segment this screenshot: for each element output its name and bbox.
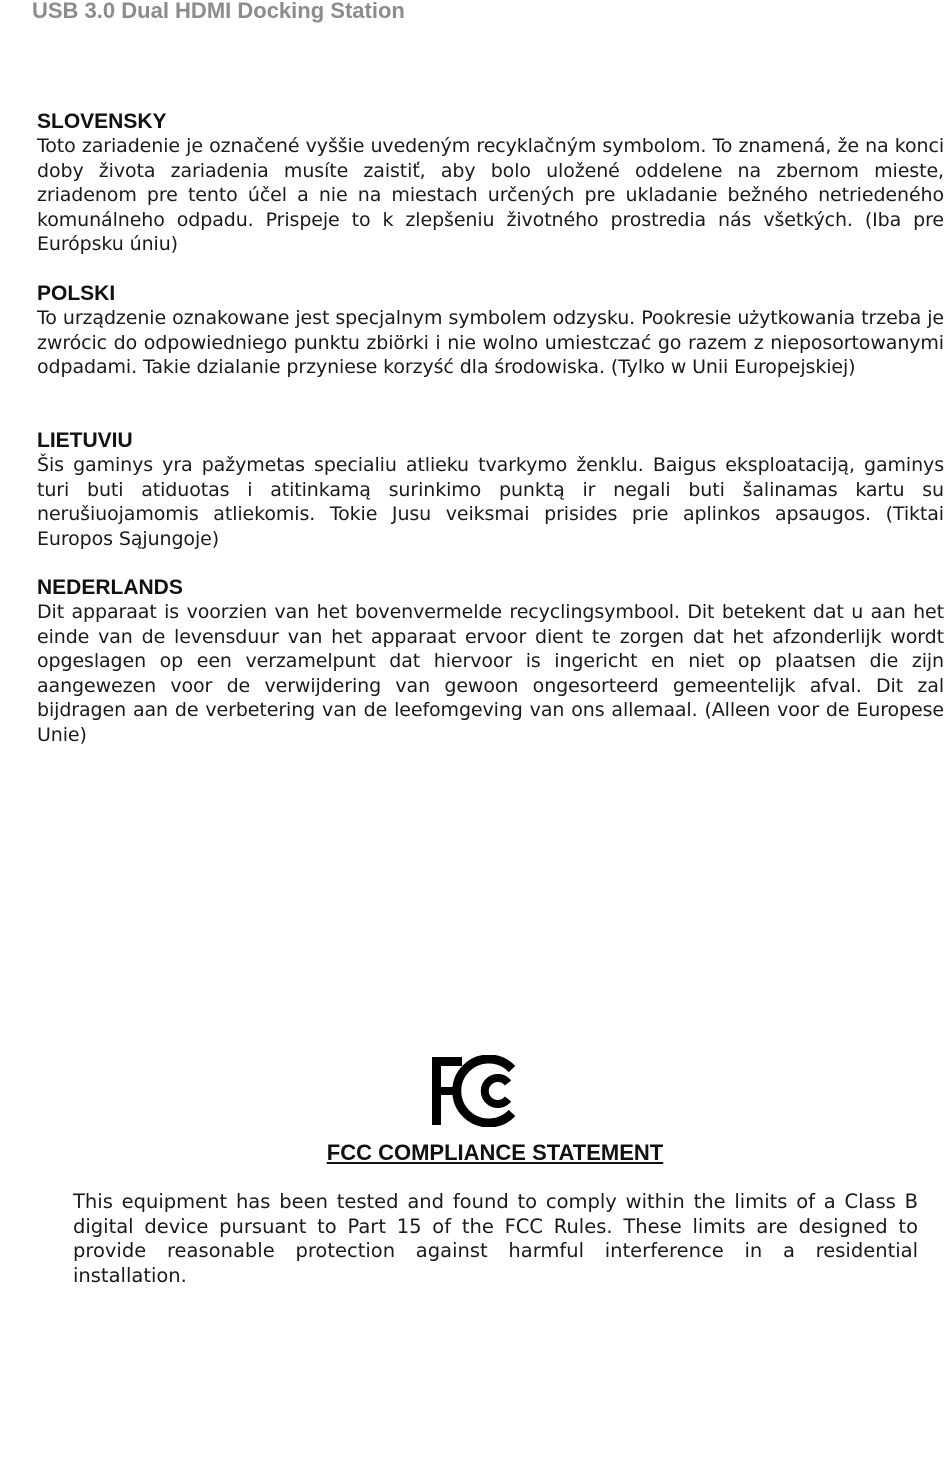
section-title: NEDERLANDS — [37, 576, 183, 599]
section-body: Toto zariadenie je označené vyššie uvedeným recyklačným symbolom. To znamená, že na konci doby života zariadenia musíte zaistiť, aby bolo uložené oddelene na zbernom mieste, zriadenom pre tento účel a nie na miestach určených pre ukladanie bežného netriedeného komunálneho odpadu. Prispeje to k zlepšeniu životného prostredia nás všetkých. (Iba pre Európsku úniu) — [37, 135, 944, 256]
section-polski — [37, 282, 944, 380]
section-body: Dit apparaat is voorzien van het bovenvermelde recyclingsymbool. Dit betekent dat u aan het einde van de levensduur van het apparaat ervoor dient te zorgen dat het afzonderlijk wordt opgeslagen op een verzamelpunt dat hiervoor is ingericht en niet op plaatsen die zijn aangewezen voor de verwijdering van gewoon ongesorteerd gemeentelijk afval. Dit zal bijdragen aan de verbetering van de leefomgeving van ons allemaal. (Alleen voor de Europese Unie) — [37, 601, 944, 746]
section-slovensky — [37, 110, 944, 257]
fcc-statement-body: This equipment has been tested and found to comply within the limits of a Class B digital device pursuant to Part 15 of the FCC Rules. These limits are designed to provide reasonable protection against harmful interference in a residential installation. — [73, 1190, 918, 1287]
document-header-title: USB 3.0 Dual HDMI Docking Station — [32, 0, 405, 23]
section-lietuviu — [37, 429, 944, 551]
section-body: Šis gaminys yra pažymetas specialiu atlieku tvarkymo ženklu. Baigus eksploataciją, gaminys turi buti atiduotas i atitinkamą surinkimo punktą ir negali buti šalinamas kartu su nerušiuojamomis atliekomis. Tokie Jusu veiksmai prisides prie aplinkos apsaugos. (Tiktai Europos Sąjungoje) — [37, 454, 944, 550]
section-title: POLSKI — [37, 282, 116, 305]
section-title: LIETUVIU — [37, 429, 133, 452]
section-nederlands — [37, 576, 944, 748]
fcc-statement-title: FCC COMPLIANCE STATEMENT — [326, 1140, 664, 1165]
section-title: SLOVENSKY — [37, 110, 167, 133]
section-body: To urządzenie oznakowane jest specjalnym symbolem odzysku. Pookresie użytkowania trzeba je zwrócic do odpowiedniego punktu zbiörki i nie wolno umiestczać go razem z nieposortowanymi odpadami. Takie dzialanie przyniese korzyść dla środowiska. (Tylko w Unii Europejskiej) — [37, 307, 944, 379]
fcc-logo-icon — [430, 1055, 520, 1127]
